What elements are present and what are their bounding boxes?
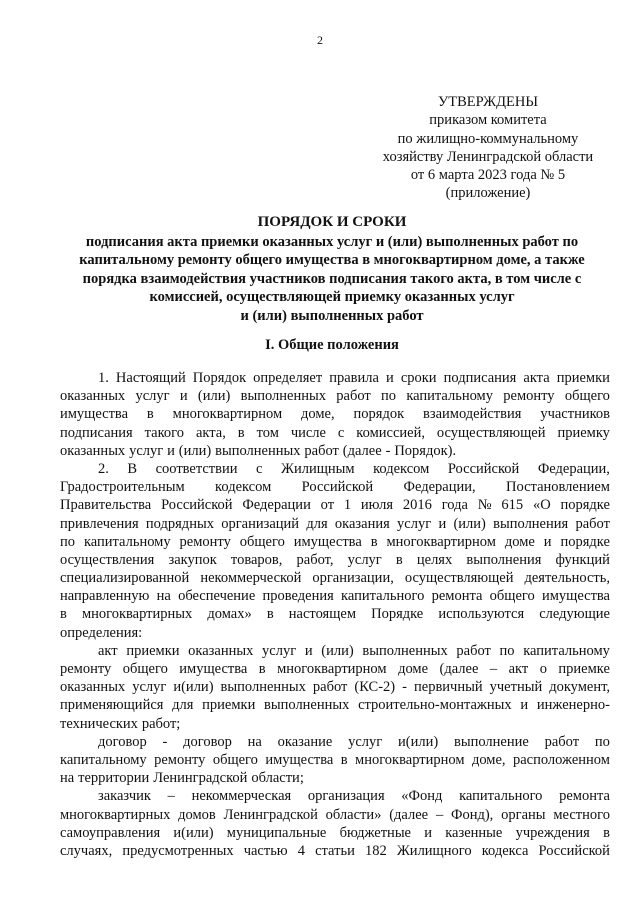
word: по <box>381 388 397 405</box>
word: порядке <box>560 497 610 514</box>
word: выполненных <box>215 442 301 459</box>
word: казенные <box>445 824 503 841</box>
word: Федерации, <box>537 460 610 477</box>
word: частью <box>243 842 288 859</box>
word: общего <box>122 661 168 677</box>
word: области; <box>251 770 304 787</box>
word: 182 <box>364 842 387 859</box>
word: некоммерческая <box>191 788 292 805</box>
section-heading: I. Общие положения <box>265 337 399 353</box>
word: предусмотренных <box>122 842 234 859</box>
word: ремонту <box>154 751 206 768</box>
word: в <box>266 606 274 623</box>
word: с <box>337 424 345 441</box>
word: услуг <box>132 679 167 696</box>
word: капитальному <box>83 533 171 550</box>
word: (или) <box>453 515 486 532</box>
word: бюджетные <box>339 824 411 841</box>
word: 2. <box>98 460 109 477</box>
document-subtitle-line: и (или) выполненных работ <box>240 307 424 324</box>
word: статьи <box>315 842 355 859</box>
word: приемку <box>557 424 610 441</box>
text-line <box>60 715 610 733</box>
word: Ленинградской <box>153 770 248 787</box>
word: услуг <box>262 642 297 659</box>
word: направленную <box>60 588 150 605</box>
word: (далее <box>439 661 479 677</box>
word: и <box>543 533 552 550</box>
word: выполненных <box>362 642 448 659</box>
word: используются <box>438 606 525 623</box>
text-line <box>60 696 610 714</box>
word: выполнения <box>493 515 569 532</box>
word: и <box>424 824 432 841</box>
text-line <box>60 587 610 605</box>
word: и <box>438 515 447 532</box>
text-line <box>60 769 610 787</box>
word: настоящем <box>288 606 356 623</box>
word: ремонту <box>179 533 231 550</box>
word: капитальному <box>406 388 493 405</box>
word: оказанных <box>60 388 126 405</box>
text-line <box>60 660 610 678</box>
word: многоквартирном <box>172 406 283 423</box>
word: на <box>60 770 75 787</box>
word: документ, <box>549 679 610 696</box>
text-line <box>60 569 610 587</box>
word: – <box>167 788 175 805</box>
word: домах» <box>207 606 252 623</box>
word: 1. <box>98 370 109 386</box>
word: по <box>499 642 515 659</box>
text-line <box>60 551 610 569</box>
word: кодекса <box>481 842 529 859</box>
document-main-title: ПОРЯДОК И СРОКИ <box>257 214 407 230</box>
word: осуществляющей <box>436 424 546 441</box>
word: кодексом <box>215 479 272 496</box>
word: работ <box>544 733 580 750</box>
word: Ленинградской <box>223 806 318 823</box>
word: и <box>167 442 175 459</box>
approval-line: от 6 марта 2023 года № 5 <box>410 167 566 184</box>
word: оказанных <box>60 679 126 696</box>
word: имущества <box>541 588 610 605</box>
word: расположенном <box>512 751 610 768</box>
word: (КС-2) <box>354 679 396 696</box>
word: (или) <box>197 388 231 405</box>
word: учетный <box>489 679 543 696</box>
text-line <box>60 842 610 860</box>
word: комиссией, <box>356 424 425 441</box>
word: работ; <box>141 715 181 732</box>
word: осуществления <box>60 551 155 568</box>
word: правила <box>329 370 379 386</box>
word: ремонта <box>559 788 610 805</box>
word: работ <box>304 442 339 459</box>
text-line <box>60 787 610 805</box>
word: строительно-монтажных <box>358 697 512 714</box>
word: многоквартирных <box>81 606 193 623</box>
word: Порядок <box>192 370 247 386</box>
word: проведения <box>262 588 334 605</box>
text-line <box>60 678 610 696</box>
text-line <box>60 515 610 533</box>
word: Градостроительным <box>60 479 185 496</box>
text-line <box>60 605 610 623</box>
document-subtitle-line: капитальному ремонту общего имущества в многоквартирном доме, а также <box>79 252 585 268</box>
text-line <box>60 424 610 442</box>
word: первичный <box>414 679 483 696</box>
word: работ <box>456 642 491 659</box>
word: – <box>435 806 444 823</box>
word: услуг <box>135 388 170 405</box>
word: ремонту <box>503 388 555 405</box>
word: имущества <box>265 751 334 768</box>
word: работ <box>575 515 610 532</box>
word: осуществляющей <box>404 570 514 587</box>
word: инженерно- <box>536 697 610 714</box>
word: организация <box>307 788 385 805</box>
word: и <box>520 697 529 714</box>
word: местного <box>553 806 610 823</box>
word: соответствии <box>155 460 238 477</box>
word: (или) <box>321 642 354 659</box>
text-line <box>60 460 610 478</box>
word: многоквартирном <box>386 533 496 550</box>
word: и <box>179 388 188 405</box>
word: имущества <box>293 533 362 550</box>
word: применяющийся <box>60 697 164 714</box>
document-subtitle-line: подписания акта приемки оказанных услуг и (или) выполненных работ по <box>85 233 579 250</box>
word: в <box>395 551 403 568</box>
word: в <box>340 751 348 768</box>
word: – <box>489 661 498 677</box>
word: определяет <box>253 370 323 386</box>
word: акт <box>98 642 118 659</box>
word: выполненных <box>264 697 350 714</box>
text-line <box>60 824 610 842</box>
word: многоквартирных <box>60 806 171 823</box>
document-subtitle-line: порядка взаимодействия участников подписания такого акта, в том числе с <box>82 270 582 287</box>
word: кодексом <box>373 460 430 477</box>
word: некоммерческой <box>200 570 302 587</box>
word: акта, <box>195 424 226 441</box>
word: приемке <box>558 661 610 677</box>
word: учреждения <box>515 824 590 841</box>
word: порядок <box>353 406 405 423</box>
word: - <box>402 679 407 696</box>
word: в <box>237 424 245 441</box>
word: на <box>156 588 171 605</box>
word: области» <box>325 806 382 823</box>
word: доме, <box>471 751 506 768</box>
word: домов <box>178 806 216 823</box>
word: в <box>146 406 154 423</box>
word: организации, <box>312 570 394 587</box>
word: случаях, <box>60 842 113 859</box>
word: Постановлением <box>506 479 610 496</box>
word: целях <box>416 551 453 568</box>
document-title <box>56 213 608 325</box>
word: Жилищным <box>280 460 355 477</box>
approval-line: хозяйству Ленинградской области <box>382 148 594 165</box>
word: Российской <box>538 842 610 859</box>
word: деятельность, <box>524 570 610 587</box>
word: товаров, <box>230 551 283 568</box>
word: 1 <box>343 497 352 514</box>
word: капитальному <box>523 642 610 659</box>
word: определения: <box>60 624 143 641</box>
word: (или) <box>178 442 212 459</box>
word: общего <box>489 588 535 605</box>
body-text <box>60 369 610 860</box>
word: оказания <box>334 515 390 532</box>
word: привлечения <box>60 515 139 532</box>
word: 2016 <box>402 497 432 514</box>
word: капитальному <box>60 751 147 768</box>
word: выполненных <box>220 679 306 696</box>
word: капитального <box>341 588 425 605</box>
word: приемки <box>556 370 610 386</box>
word: подрядных <box>145 515 214 532</box>
word: функций <box>555 551 610 568</box>
word: муниципальные <box>226 824 327 841</box>
word: взаимодействия <box>423 406 522 423</box>
word: выполнения <box>466 551 542 568</box>
word: подписания <box>443 370 517 386</box>
word: многоквартирном <box>277 661 387 677</box>
word: и(или) <box>173 679 214 696</box>
text-line <box>60 442 610 460</box>
word: подписания <box>60 424 133 441</box>
text-line <box>60 369 610 387</box>
word: для <box>306 515 328 532</box>
approval-line: УТВЕРЖДЕНЫ <box>437 94 539 110</box>
word: и(или) <box>398 733 439 750</box>
word: в <box>258 661 266 677</box>
word: акт <box>508 661 529 677</box>
text-line <box>60 624 610 642</box>
approval-block <box>372 93 604 203</box>
word: территории <box>78 770 150 787</box>
approval-line: приказом комитета <box>429 112 547 129</box>
word: ремонта <box>431 588 483 605</box>
approval-line: (приложение) <box>445 185 531 202</box>
word: № <box>477 497 492 514</box>
word: и <box>386 370 394 386</box>
word: ремонту <box>60 661 112 677</box>
word: том <box>256 424 279 441</box>
word: Порядке <box>371 606 424 623</box>
word: сроки <box>400 370 437 386</box>
text-line <box>60 806 610 824</box>
word: услуг <box>129 442 164 459</box>
word: и(или) <box>173 824 214 841</box>
word: (далее <box>342 442 382 459</box>
word: многоквартирном <box>355 751 465 768</box>
word: «Фонд <box>401 788 443 805</box>
word: с <box>256 460 263 477</box>
word: выполненных <box>240 388 326 405</box>
word: доме, <box>301 406 335 423</box>
word: имущества <box>179 661 248 677</box>
word: по <box>60 533 76 550</box>
word: такого <box>144 424 185 441</box>
word: общего <box>564 388 610 405</box>
text-line <box>60 405 610 423</box>
word: технических <box>60 715 138 732</box>
word: порядке <box>560 533 610 550</box>
word: органы <box>501 806 546 823</box>
word: заказчик <box>98 788 151 805</box>
text-line <box>60 387 610 405</box>
word: числе <box>290 424 326 441</box>
word: акта <box>523 370 550 386</box>
word: имущества <box>60 406 129 423</box>
word: самоуправления <box>60 824 161 841</box>
text-line <box>60 478 610 496</box>
word: в <box>370 533 378 550</box>
word: (далее <box>389 806 429 823</box>
word: специализированной <box>60 570 190 587</box>
approval-line: по жилищно-коммунальному <box>397 130 579 147</box>
word: года <box>441 497 468 514</box>
word: закупок <box>168 551 217 568</box>
word: работ, <box>296 551 334 568</box>
word: общего <box>239 533 285 550</box>
word: Правительства <box>60 497 152 514</box>
word: обеспечение <box>178 588 256 605</box>
word: услуг <box>397 515 432 532</box>
text-line <box>60 751 610 769</box>
text-line <box>60 533 610 551</box>
word: Настоящий <box>115 370 186 386</box>
word: 615 <box>501 497 524 514</box>
word: организаций <box>221 515 300 532</box>
word: 4 <box>297 842 305 859</box>
word: договор <box>183 733 232 750</box>
document-subtitle-line: комиссией, осуществляющей приемку оказанных услуг <box>149 289 515 305</box>
text-line <box>60 496 610 514</box>
word: услуг <box>347 551 382 568</box>
word: в <box>603 824 610 841</box>
word: приемки <box>202 697 256 714</box>
word: капитального <box>459 788 543 805</box>
word: Федерации, <box>403 479 476 496</box>
word: доме <box>398 661 429 677</box>
word: Порядок). <box>394 442 457 459</box>
word: в <box>60 606 67 623</box>
word: июля <box>360 497 394 514</box>
word: услуг <box>348 733 383 750</box>
word: - <box>385 442 391 459</box>
word: Российской <box>447 460 520 477</box>
word: выполнение <box>454 733 529 750</box>
word: «О <box>532 497 551 514</box>
word: следующие <box>539 606 610 623</box>
word: на <box>247 733 262 750</box>
word: Федерации <box>242 497 311 514</box>
word: Российской <box>161 497 233 514</box>
word: договор <box>98 733 147 750</box>
word: Российской <box>301 479 374 496</box>
word: от <box>320 497 335 514</box>
page-number: 2 <box>317 33 323 47</box>
word: для <box>172 697 194 714</box>
text-line <box>60 642 610 660</box>
word: работ <box>336 388 371 405</box>
word: и <box>304 642 313 659</box>
word: оказанных <box>60 442 126 459</box>
word: оказание <box>277 733 333 750</box>
word: приемки <box>126 642 180 659</box>
word: общего <box>212 751 258 768</box>
word: Фонд), <box>451 806 494 823</box>
word: работ <box>312 679 348 696</box>
word: В <box>127 460 138 477</box>
word: о <box>539 661 547 677</box>
word: участников <box>540 406 610 423</box>
text-line <box>60 733 610 751</box>
word: по <box>594 733 610 750</box>
word: Жилищного <box>396 842 472 859</box>
word: - <box>162 733 168 750</box>
word: оказанных <box>188 642 254 659</box>
word: доме <box>504 533 535 550</box>
